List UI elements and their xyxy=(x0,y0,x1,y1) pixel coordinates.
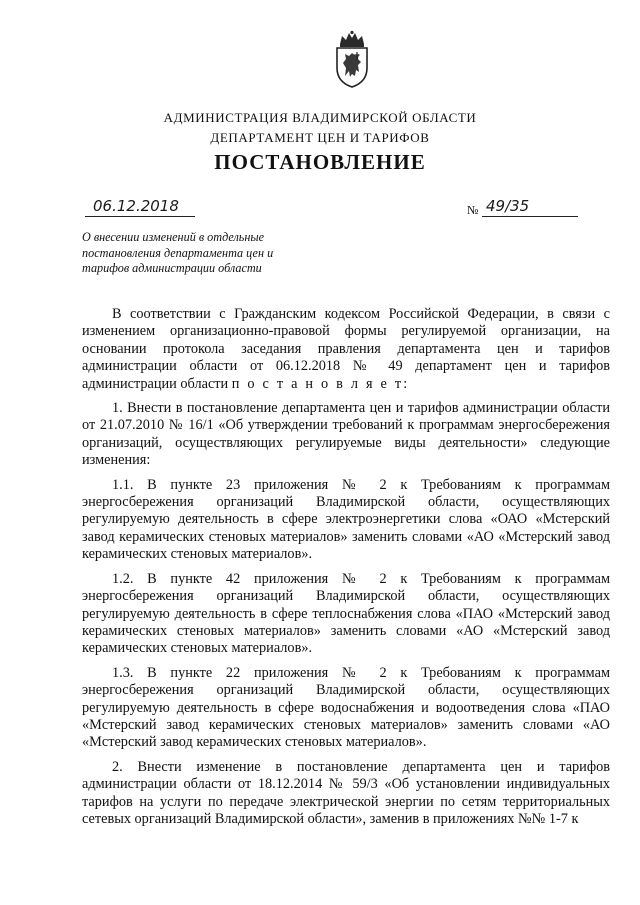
decree-word: п о с т а н о в л я е т xyxy=(231,375,404,392)
preamble-text: В соответствии с Гражданским кодексом Российской Федерации, в связи с изменением организационно-правовой формы регулируемой организации, на основании протокола заседания правления департамента цен и тарифов администрации области от 06.12.2018 № 49 департамент цен и тарифов администрации области xyxy=(82,306,610,392)
organization-name: АДМИНИСТРАЦИЯ ВЛАДИМИРСКОЙ ОБЛАСТИ xyxy=(163,110,477,125)
number-sign: № xyxy=(467,203,479,217)
document-number: 49/35 xyxy=(486,197,530,215)
clause-1-1: 1.1. В пункте 23 приложения № 2 к Требованиям к программам энергосбережения организаций Владимирской области, осуществляющих регулируемую деятельность в сфере электроэнергетики слова «ОАО «Мстерский завод керамических стеновых материалов» заменить словами «АО «Мстерский завод керамических стеновых материалов». xyxy=(82,476,610,563)
document-body xyxy=(82,306,610,835)
preamble-colon: : xyxy=(403,375,408,392)
number-underline xyxy=(482,216,578,217)
date-underline xyxy=(85,216,195,217)
clause-1: 1. Внести в постановление департамента цен и тарифов администрации области от 21.07.2010 № 16/1 «Об утверждении требований к программам энергосбережения организаций, осуществляющих регулируемые виды деятельности» следующие изменения: xyxy=(82,400,610,469)
document-type-title: ПОСТАНОВЛЕНИЕ xyxy=(214,150,426,174)
department-name: ДЕПАРТАМЕНТ ЦЕН И ТАРИФОВ xyxy=(210,130,430,145)
clause-2: 2. Внести изменение в постановление департамента цен и тарифов администрации области от 18.12.2014 № 59/3 «Об установлении индивидуальных тарифов на услуги по передаче электрической энергии по сетям территориальных сетевых организаций Владимирской области», заменив в приложениях №№ 1-7 к xyxy=(82,758,610,827)
coat-of-arms-icon xyxy=(331,30,373,88)
clause-1-3: 1.3. В пункте 22 приложения № 2 к Требованиям к программам энергосбережения организаций Владимирской области, осуществляющих регулируемую деятельность в сфере водоснабжения и водоотведения слова «ПАО «Мстерский завод керамических стеновых материалов» заменить словами «АО «Мстерский завод керамических стеновых материалов». xyxy=(82,664,610,751)
preamble-paragraph xyxy=(82,306,610,393)
clause-1-2: 1.2. В пункте 42 приложения № 2 к Требованиям к программам энергосбережения организаций Владимирской области, осуществляющих регулируемую деятельность в сфере теплоснабжения слова «ПАО «Мстерский завод керамических стеновых материалов» заменить словами «АО «Мстерский завод керамических стеновых материалов». xyxy=(82,570,610,657)
document-date: 06.12.2018 xyxy=(93,197,179,215)
document-subject: О внесении изменений в отдельные постановления департамента цен и тарифов администрации области xyxy=(82,230,274,275)
